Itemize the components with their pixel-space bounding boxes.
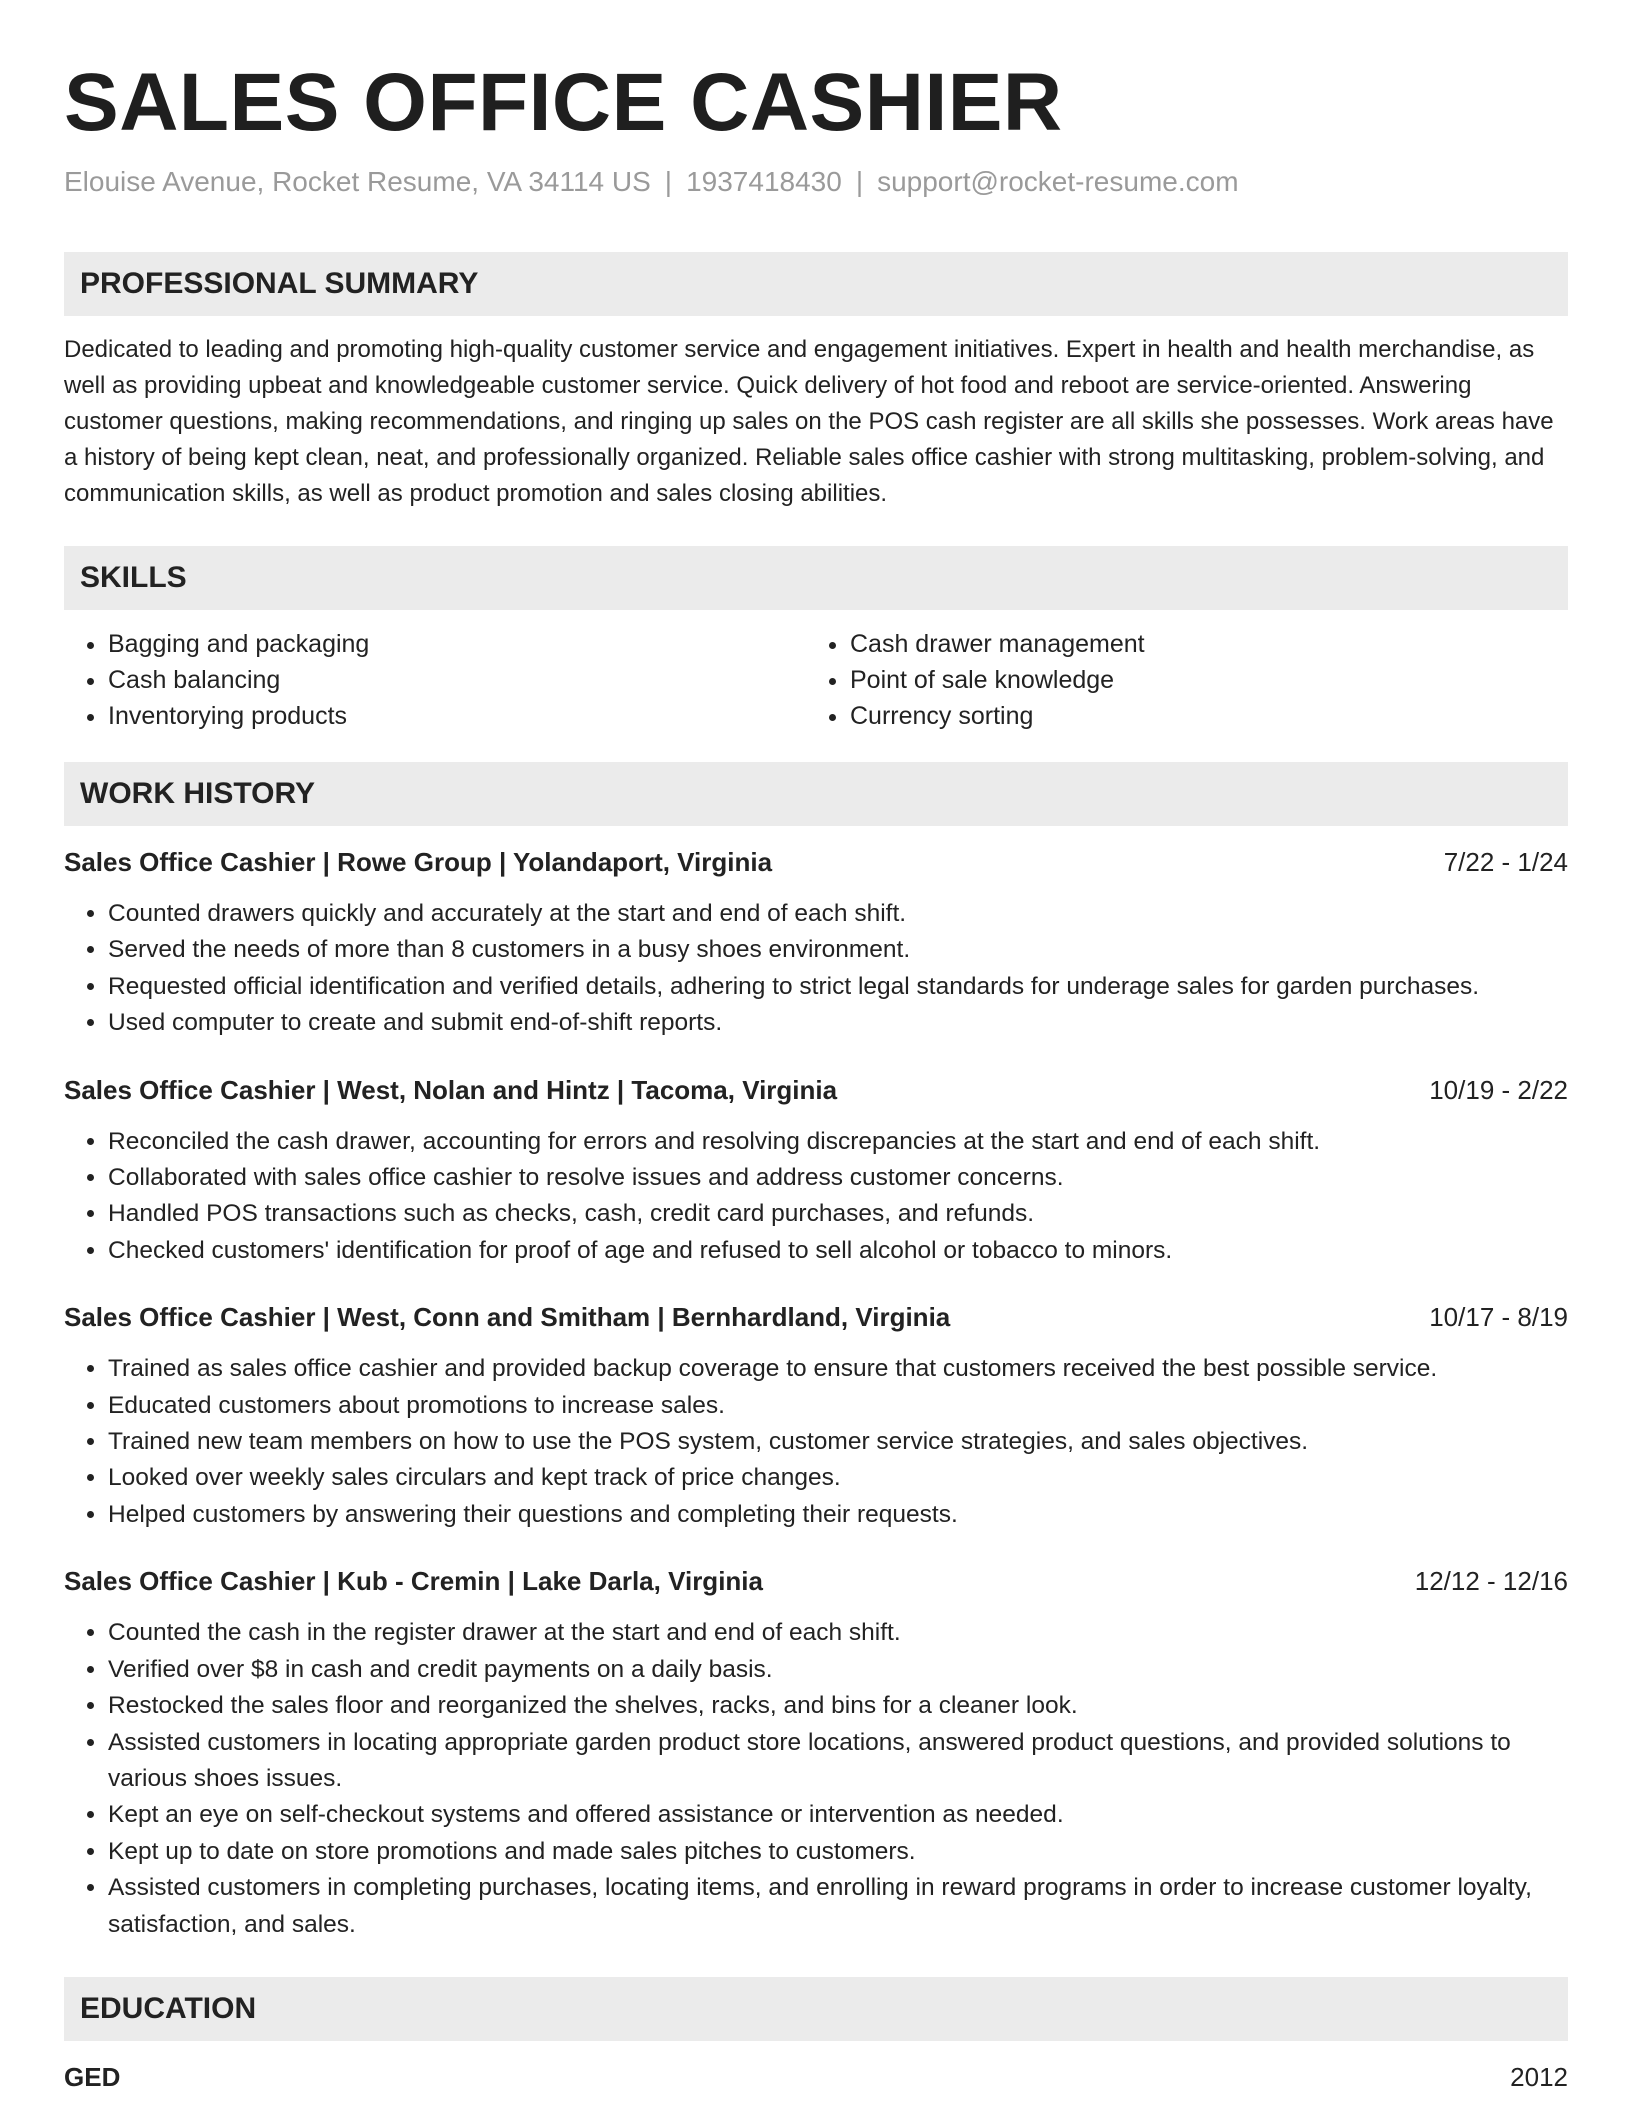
job-dates: 10/17 - 8/19 bbox=[1429, 1302, 1568, 1333]
education-year: 2012 bbox=[1510, 2061, 1568, 2092]
job-bullets bbox=[64, 896, 1568, 1042]
skill-item: • Cash balancing bbox=[108, 662, 806, 698]
contact-email: support@rocket-resume.com bbox=[877, 166, 1239, 197]
job-title: Sales Office Cashier | Rowe Group | Yolandaport, Virginia bbox=[64, 847, 773, 877]
contact-line bbox=[64, 164, 1568, 200]
job-bullet: • Counted drawers quickly and accurately at the start and end of each shift. bbox=[108, 896, 1568, 932]
summary-heading: PROFESSIONAL SUMMARY bbox=[64, 252, 1568, 316]
education-entry bbox=[64, 2059, 1568, 2095]
job-title: Sales Office Cashier | Kub - Cremin | Lake Darla, Virginia bbox=[64, 1566, 763, 1597]
job-bullets bbox=[64, 1615, 1568, 1943]
skills-column-right bbox=[806, 626, 1548, 734]
job-bullet: • Checked customers' identification for proof of age and refused to sell alcohol or tobacco to minors. bbox=[108, 1233, 1568, 1269]
contact-separator: | bbox=[855, 166, 864, 197]
job-bullet: • Used computer to create and submit end-of-shift reports. bbox=[108, 1005, 1568, 1041]
skills-list bbox=[64, 626, 1568, 734]
job-header bbox=[64, 1072, 1568, 1108]
job-bullet: • Assisted customers in locating appropriate garden product store locations, answered product questions, and provided solutions to various shoes issues. bbox=[108, 1725, 1568, 1798]
job-header bbox=[64, 1299, 1568, 1335]
contact-address: Elouise Avenue, Rocket Resume, VA 34114 US bbox=[64, 166, 651, 197]
job-bullet: • Restocked the sales floor and reorganized the shelves, racks, and bins for a cleaner look. bbox=[108, 1688, 1568, 1724]
job-bullet: • Reconciled the cash drawer, accounting for errors and resolving discrepancies at the start and end of each shift. bbox=[108, 1124, 1568, 1160]
skill-item: • Cash drawer management bbox=[850, 626, 1548, 662]
job-bullet: • Kept an eye on self-checkout systems and offered assistance or intervention as needed. bbox=[108, 1797, 1568, 1833]
job-title: Sales Office Cashier | West, Conn and Smitham | Bernhardland, Virginia bbox=[64, 1302, 951, 1333]
skill-item: • Currency sorting bbox=[850, 698, 1548, 734]
job-dates: 10/19 - 2/22 bbox=[1429, 1074, 1568, 1105]
skill-item: • Point of sale knowledge bbox=[850, 662, 1548, 698]
job-dates: 12/12 - 12/16 bbox=[1414, 1566, 1568, 1597]
job-entry bbox=[64, 1072, 1568, 1270]
job-bullet: • Helped customers by answering their questions and completing their requests. bbox=[108, 1497, 1568, 1533]
job-bullet: • Looked over weekly sales circulars and kept track of price changes. bbox=[108, 1460, 1568, 1496]
job-header bbox=[64, 844, 1568, 880]
job-bullet: • Requested official identification and verified details, adhering to strict legal standards for underage sales for garden purchases. bbox=[108, 969, 1568, 1005]
job-bullets bbox=[64, 1351, 1568, 1533]
skills-column-left bbox=[64, 626, 806, 734]
education-degree: GED bbox=[64, 2061, 121, 2092]
job-bullet: • Collaborated with sales office cashier to resolve issues and address customer concerns. bbox=[108, 1160, 1568, 1196]
job-bullet: • Trained new team members on how to use the POS system, customer service strategies, and sales objectives. bbox=[108, 1424, 1568, 1460]
job-bullet: • Counted the cash in the register drawer at the start and end of each shift. bbox=[108, 1615, 1568, 1651]
job-bullet: • Verified over $8 in cash and credit payments on a daily basis. bbox=[108, 1652, 1568, 1688]
skill-item: • Inventorying products bbox=[108, 698, 806, 734]
contact-phone: 1937418430 bbox=[686, 166, 842, 197]
job-entry bbox=[64, 1299, 1568, 1533]
job-entry bbox=[64, 1563, 1568, 1943]
job-dates: 7/22 - 1/24 bbox=[1443, 847, 1568, 877]
summary-text: Dedicated to leading and promoting high-quality customer service and engagement initiatives. Expert in health and health merchandise, as well as providing upbeat and knowledgeable customer service. Quick delivery of hot food and reboot are service-oriented. Answering customer questions, making recommendations, and ringing up sales on the POS cash register are all skills she possesses. Work areas have a history of being kept clean, neat, and professionally organized. Reliable sales office cashier with strong multitasking, problem-solving, and communication skills, as well as product promotion and sales closing abilities. bbox=[64, 336, 1554, 507]
contact-separator: | bbox=[664, 166, 673, 197]
job-bullet: • Kept up to date on store promotions and made sales pitches to customers. bbox=[108, 1834, 1568, 1870]
job-bullet: • Educated customers about promotions to increase sales. bbox=[108, 1388, 1568, 1424]
job-bullets bbox=[64, 1124, 1568, 1270]
job-bullet: • Served the needs of more than 8 customers in a busy shoes environment. bbox=[108, 932, 1568, 968]
job-bullet: • Assisted customers in completing purchases, locating items, and enrolling in reward programs in order to increase customer loyalty, satisfaction, and sales. bbox=[108, 1870, 1568, 1943]
job-header bbox=[64, 1563, 1568, 1599]
candidate-name: SALES OFFICE CASHIER bbox=[64, 57, 1063, 148]
skills-heading: SKILLS bbox=[64, 546, 1568, 610]
job-bullet: • Trained as sales office cashier and provided backup coverage to ensure that customers received the best possible service. bbox=[108, 1351, 1568, 1387]
resume-page bbox=[64, 58, 1568, 2095]
skill-item: • Bagging and packaging bbox=[108, 626, 806, 662]
job-entry bbox=[64, 844, 1568, 1042]
job-title: Sales Office Cashier | West, Nolan and Hintz | Tacoma, Virginia bbox=[64, 1074, 838, 1105]
work-history-heading: WORK HISTORY bbox=[64, 762, 1568, 826]
job-bullet: • Handled POS transactions such as checks, cash, credit card purchases, and refunds. bbox=[108, 1196, 1568, 1232]
education-heading: EDUCATION bbox=[64, 1977, 1568, 2041]
